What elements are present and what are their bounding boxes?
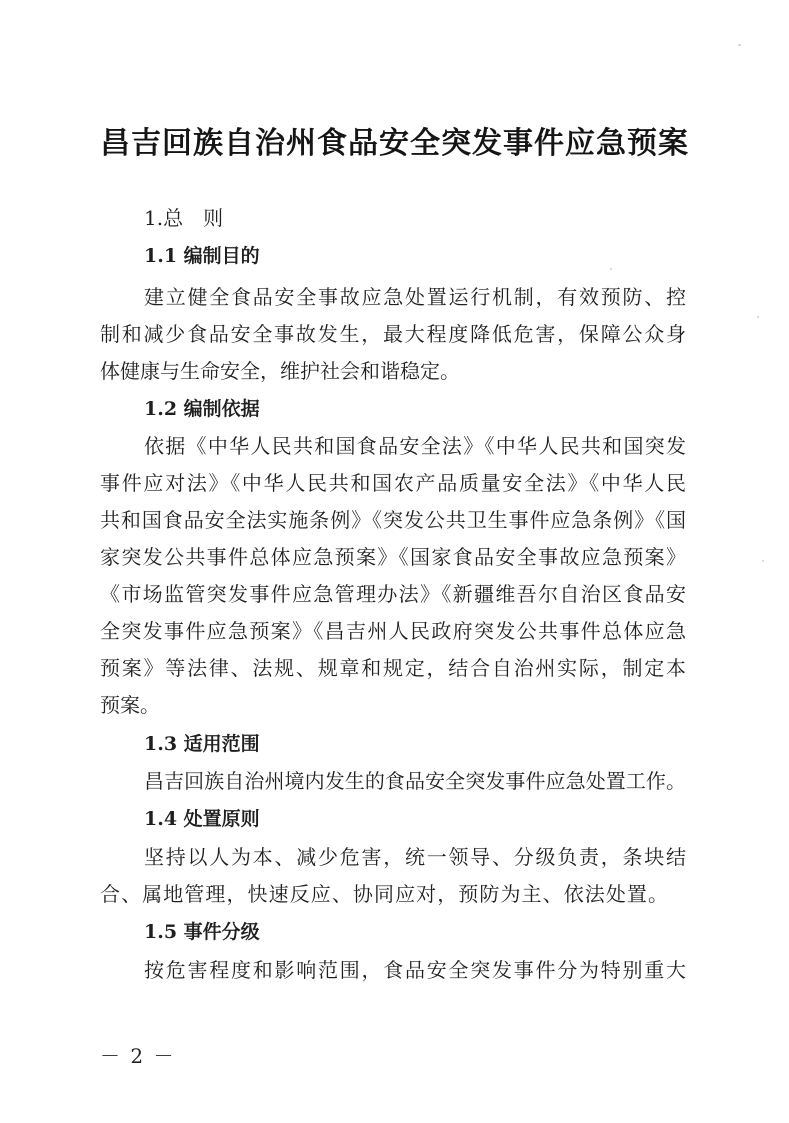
paragraph-line: 依据《中华人民共和国食品安全法》《中华人民共和国突发 bbox=[144, 434, 686, 458]
chapter-heading: 1.总 则 bbox=[144, 206, 224, 230]
scan-speck bbox=[757, 316, 759, 318]
scan-speck bbox=[738, 44, 741, 46]
paragraph-line: 按危害程度和影响范围，食品安全突发事件分为特别重大 bbox=[144, 958, 686, 982]
paragraph-line: 事件应对法》《中华人民共和国农产品质量安全法》《中华人民 bbox=[100, 471, 686, 495]
paragraph-line: 坚持以人为本、减少危害，统一领导、分级负责，条块结 bbox=[144, 845, 686, 869]
paragraph-line: 昌吉回族自治州境内发生的食品安全突发事件应急处置工作。 bbox=[144, 769, 686, 793]
section-heading-1-5: 1.5 事件分级 bbox=[144, 921, 260, 943]
document-title: 昌吉回族自治州食品安全突发事件应急预案 bbox=[100, 126, 689, 161]
scan-speck bbox=[762, 560, 764, 562]
paragraph-line: 全突发事件应急预案》《昌吉州人民政府突发公共事件总体应急 bbox=[100, 619, 686, 643]
paragraph-line: 共和国食品安全法实施条例》《突发公共卫生事件应急条例》《国 bbox=[100, 508, 686, 532]
section-heading-1-4: 1.4 处置原则 bbox=[144, 808, 260, 830]
paragraph-line: 体健康与生命安全，维护社会和谐稳定。 bbox=[100, 359, 460, 383]
scan-speck bbox=[610, 268, 612, 270]
paragraph-line: 合、属地管理，快速反应、协同应对，预防为主、依法处置。 bbox=[100, 882, 668, 906]
paragraph-line: 预案》等法律、法规、规章和规定，结合自治州实际，制定本 bbox=[100, 656, 686, 680]
paragraph-line: 制和减少食品安全事故发生，最大程度降低危害，保障公众身 bbox=[100, 322, 686, 346]
section-heading-1-2: 1.2 编制依据 bbox=[144, 398, 260, 420]
page-number: － 2 － bbox=[100, 1044, 176, 1068]
paragraph-line: 《市场监管突发事件应急管理办法》《新疆维吾尔自治区食品安 bbox=[100, 582, 686, 606]
section-heading-1-3: 1.3 适用范围 bbox=[144, 733, 260, 755]
paragraph-line: 预案。 bbox=[100, 693, 160, 717]
paragraph-line: 家突发公共事件总体应急预案》《国家食品安全事故应急预案》 bbox=[100, 545, 686, 569]
section-heading-1-1: 1.1 编制目的 bbox=[144, 245, 260, 267]
paragraph-line: 建立健全食品安全事故应急处置运行机制，有效预防、控 bbox=[144, 285, 686, 309]
